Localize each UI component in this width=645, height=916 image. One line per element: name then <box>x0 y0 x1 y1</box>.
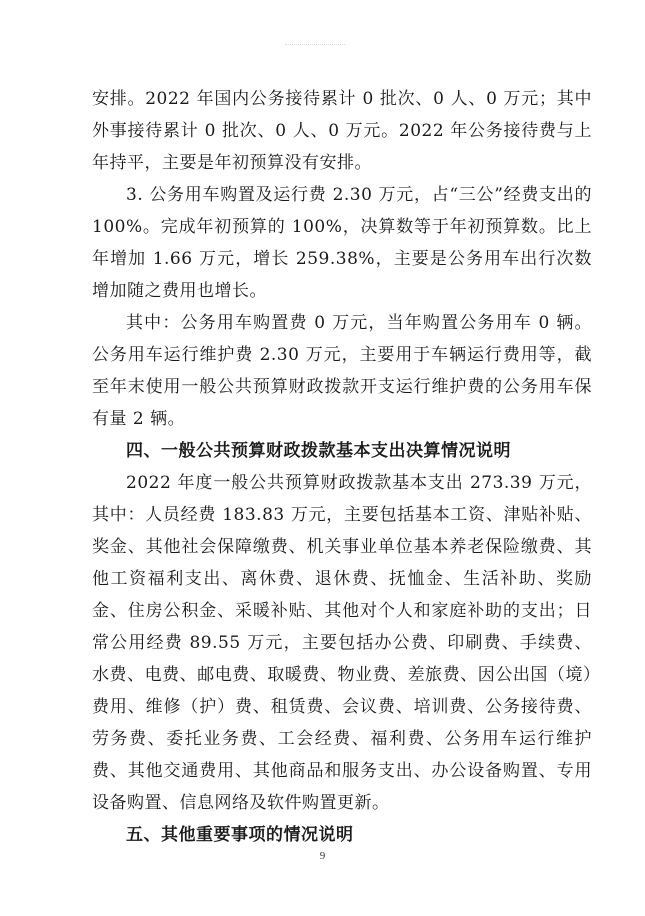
header-mark <box>285 44 345 46</box>
page-number: 9 <box>319 850 326 862</box>
paragraph-4: 2022 年度一般公共预算财政拨款基本支出 273.39 万元，其中：人员经费 183.83 万元，主要包括基本工资、津贴补贴、奖金、其他社会保障缴费、机关事业单位基本养老保险缴费、其他工资福利支出、离休费、退休费、抚恤金、生活补助、奖励金、住房公积金、采暖补贴、其他对个人和家庭补助的支出；日常公用经费 89.55 万元，主要包括办公费、印刷费、手续费、水费、电费、邮电费、取暖费、物业费、差旅费、因公出国（境）费用、维修（护）费、租赁费、会议费、培训费、公务接待费、劳务费、委托业务费、工会经费、福利费、公务用车运行维护费、其他交通费用、其他商品和服务支出、办公设备购置、专用设备购置、信息网络及软件购置更新。 <box>92 473 592 813</box>
paragraph-2: 3. 公务用车购置及运行费 2.30 万元，占“三公”经费支出的 100%。完成年初预算的 100%，决算数等于年初预算数。比上年增加 1.66 万元，增长 259.38%，主要是公务用车出行次数增加随之费用也增长。 <box>92 185 598 301</box>
paragraph-3: 其中：公务用车购置费 0 万元，当年购置公务用车 0 辆。公务用车运行维护费 2.30 万元，主要用于车辆运行费用等，截至年末使用一般公共预算财政拨款开支运行维护费的公务用车保有量 2 辆。 <box>92 313 592 429</box>
section-heading-4: 四、一般公共预算财政拨款基本支出决算情况说明 <box>126 441 511 461</box>
section-heading-5: 五、其他重要事项的情况说明 <box>126 825 354 845</box>
paragraph-1: 安排。2022 年国内公务接待累计 0 批次、0 人、0 万元；其中外事接待累计 0 批次、0 人、0 万元。2022 年公务接待费与上年持平，主要是年初预算没有安排。 <box>92 89 592 173</box>
document-body <box>92 83 598 851</box>
